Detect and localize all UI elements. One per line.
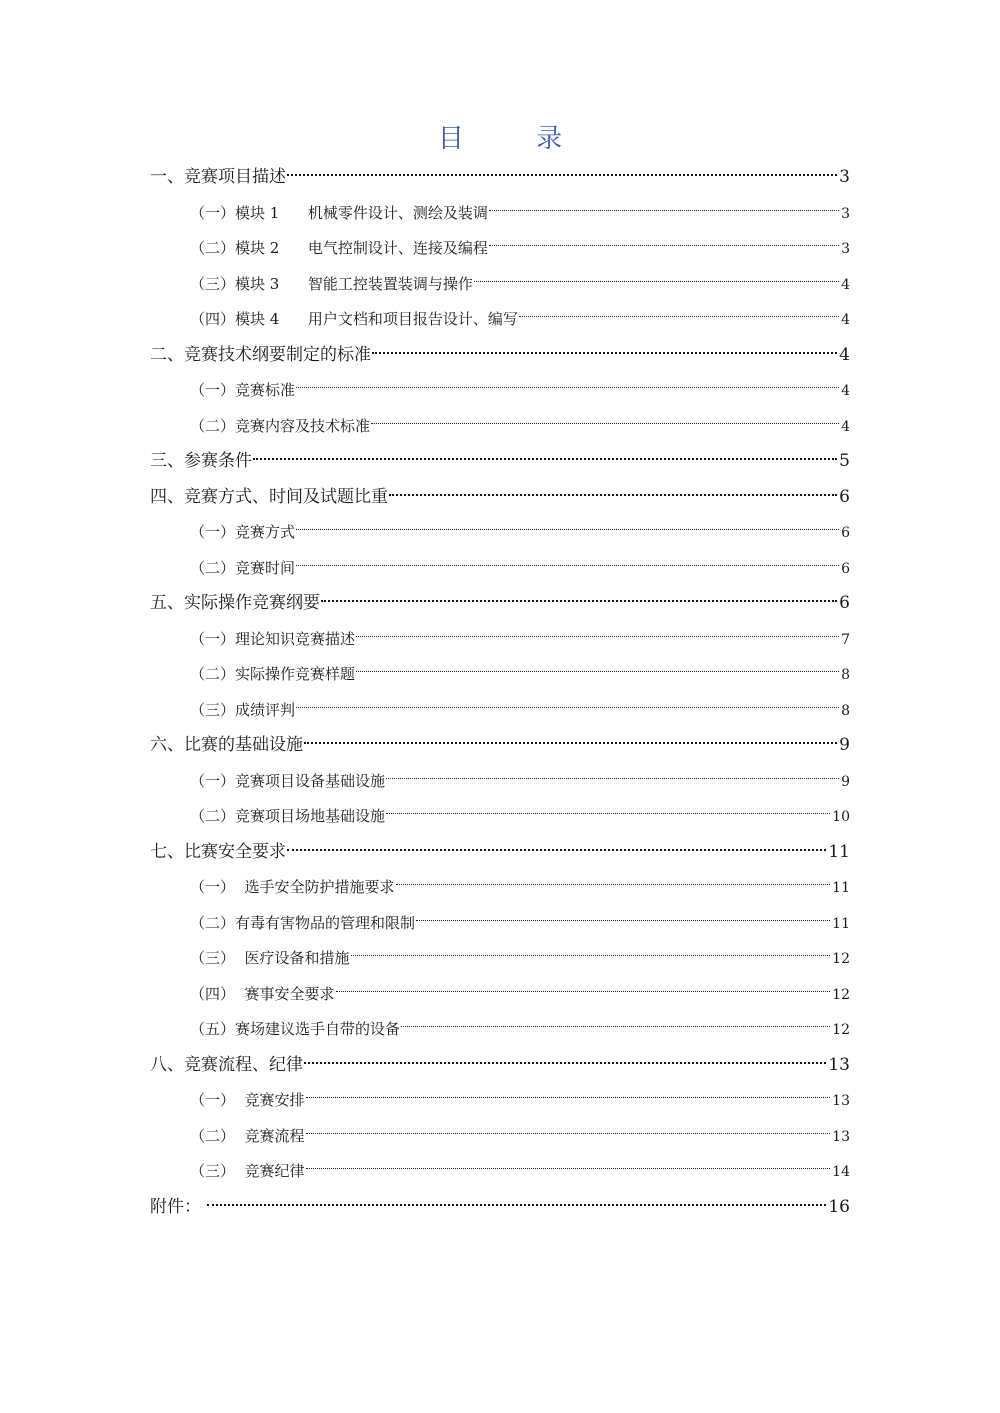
toc-entry-page-number: 6 — [841, 525, 850, 541]
toc-entry-subsection[interactable] — [150, 373, 850, 409]
toc-entry-page-number: 8 — [841, 667, 850, 683]
toc-entry-text: （一）竞赛标准 — [190, 381, 296, 399]
toc-entry-text: （三） 竞赛纪律 — [190, 1162, 305, 1180]
toc-entry-text: （二）模块 2 电气控制设计、连接及编程 — [190, 239, 488, 257]
toc-entry-page-number: 12 — [832, 951, 850, 967]
toc-entry-page-number: 4 — [841, 276, 850, 293]
dot-leader — [296, 387, 839, 388]
toc-entry-page-number: 4 — [841, 312, 850, 328]
toc-entry-subsection[interactable] — [150, 1154, 850, 1190]
toc-entry-text: （一）理论知识竞赛描述 — [190, 629, 356, 648]
toc-entry-subsection[interactable] — [150, 409, 850, 445]
toc-entry-page-number: 10 — [832, 809, 850, 825]
toc-entry-section[interactable] — [150, 1190, 850, 1226]
dot-leader — [356, 636, 839, 637]
toc-entry-subsection[interactable] — [150, 906, 850, 942]
dot-leader — [386, 813, 830, 814]
dot-leader — [389, 494, 837, 496]
toc-entry-text: （二）竞赛项目场地基础设施 — [190, 807, 386, 825]
toc-entry-page-number: 5 — [839, 451, 850, 471]
toc-entry-page-number: 13 — [832, 1128, 850, 1145]
toc-entry-page-number: 4 — [839, 344, 850, 365]
toc-entry-text: （五）赛场建议选手自带的设备 — [190, 1020, 401, 1038]
toc-entry-page-number: 7 — [841, 631, 850, 648]
toc-entry-text: （四） 赛事安全要求 — [190, 984, 335, 1003]
toc-entry-section[interactable] — [150, 1048, 850, 1084]
dot-leader — [336, 991, 831, 992]
toc-entry-text: （一） 选手安全防护措施要求 — [190, 878, 395, 896]
toc-entry-page-number: 4 — [841, 418, 850, 435]
toc-entry-section[interactable] — [150, 835, 850, 871]
toc-entry-subsection[interactable] — [150, 764, 850, 800]
toc-entry-subsection[interactable] — [150, 231, 850, 267]
toc-entry-page-number: 3 — [839, 167, 850, 187]
toc-entry-text: 五、实际操作竞赛纲要 — [150, 593, 320, 613]
dot-leader — [306, 1168, 831, 1169]
dot-leader — [371, 423, 839, 424]
dot-leader — [351, 955, 831, 956]
toc-entry-subsection[interactable] — [150, 657, 850, 693]
toc-entry-page-number: 8 — [841, 702, 850, 719]
toc-entry-text: （二）实际操作竞赛样题 — [190, 665, 356, 683]
dot-leader — [372, 352, 837, 354]
dot-leader — [253, 458, 837, 460]
toc-entry-section[interactable] — [150, 728, 850, 764]
toc-entry-page-number: 14 — [832, 1164, 850, 1180]
toc-entry-page-number: 16 — [828, 1196, 850, 1217]
toc-entry-text: （二）竞赛时间 — [190, 558, 296, 577]
toc-entry-section[interactable] — [150, 444, 850, 480]
toc-entry-page-number: 6 — [839, 486, 850, 507]
toc-entry-subsection[interactable] — [150, 941, 850, 977]
table-of-contents — [150, 160, 850, 1225]
toc-entry-subsection[interactable] — [150, 622, 850, 658]
toc-entry-text: 六、比赛的基础设施 — [150, 735, 303, 755]
toc-entry-text: （四）模块 4 用户文档和项目报告设计、编写 — [190, 310, 518, 328]
toc-entry-subsection[interactable] — [150, 1083, 850, 1119]
dot-leader — [296, 707, 839, 708]
dot-leader — [489, 210, 839, 211]
toc-entry-subsection[interactable] — [150, 1012, 850, 1048]
dot-leader — [306, 1133, 831, 1134]
toc-entry-section[interactable] — [150, 586, 850, 622]
toc-entry-subsection[interactable] — [150, 870, 850, 906]
toc-entry-page-number: 11 — [832, 915, 850, 932]
toc-entry-text: （三）模块 3 智能工控装置装调与操作 — [190, 274, 473, 293]
dot-leader — [489, 245, 839, 246]
dot-leader — [356, 671, 839, 672]
toc-entry-page-number: 13 — [828, 1054, 850, 1075]
dot-leader — [519, 316, 839, 317]
toc-entry-text: 二、竞赛技术纲要制定的标准 — [150, 344, 371, 365]
toc-entry-text: 附件： — [150, 1196, 207, 1217]
toc-entry-page-number: 12 — [832, 986, 850, 1003]
dot-leader — [207, 1204, 826, 1206]
toc-entry-page-number: 11 — [828, 841, 850, 862]
dot-leader — [386, 778, 839, 779]
dot-leader — [306, 1097, 831, 1098]
toc-entry-section[interactable] — [150, 480, 850, 516]
toc-entry-text: （二） 竞赛流程 — [190, 1126, 305, 1145]
toc-entry-page-number: 6 — [839, 593, 850, 613]
toc-entry-page-number: 9 — [839, 735, 850, 755]
toc-entry-page-number: 12 — [832, 1022, 850, 1038]
toc-entry-subsection[interactable] — [150, 515, 850, 551]
toc-entry-text: 一、竞赛项目描述 — [150, 167, 286, 187]
toc-entry-text: （一）竞赛项目设备基础设施 — [190, 771, 386, 790]
toc-entry-page-number: 3 — [841, 241, 850, 257]
toc-entry-text: 七、比赛安全要求 — [150, 841, 286, 862]
dot-leader — [321, 600, 837, 602]
dot-leader — [296, 565, 839, 566]
dot-leader — [304, 742, 837, 744]
toc-entry-subsection[interactable] — [150, 977, 850, 1013]
dot-leader — [396, 884, 831, 885]
dot-leader — [304, 1062, 826, 1064]
toc-entry-section[interactable] — [150, 338, 850, 374]
toc-entry-subsection[interactable] — [150, 196, 850, 232]
toc-entry-text: 三、参赛条件 — [150, 451, 252, 471]
toc-entry-subsection[interactable] — [150, 302, 850, 338]
dot-leader — [474, 281, 839, 282]
toc-entry-page-number: 9 — [841, 773, 850, 790]
toc-entry-page-number: 11 — [832, 880, 850, 896]
toc-entry-subsection[interactable] — [150, 1119, 850, 1155]
toc-entry-text: （二）竞赛内容及技术标准 — [190, 416, 371, 435]
toc-entry-text: （三） 医疗设备和措施 — [190, 949, 350, 967]
dot-leader — [401, 1026, 830, 1027]
toc-title: 目 录 — [437, 124, 595, 154]
toc-entry-section[interactable] — [150, 160, 850, 196]
toc-entry-text: （三）成绩评判 — [190, 700, 296, 719]
toc-entry-page-number: 6 — [841, 560, 850, 577]
toc-entry-text: 八、竞赛流程、纪律 — [150, 1054, 303, 1075]
toc-entry-text: （一） 竞赛安排 — [190, 1091, 305, 1109]
toc-entry-text: （一）竞赛方式 — [190, 523, 296, 541]
dot-leader — [287, 849, 826, 851]
toc-entry-page-number: 13 — [832, 1093, 850, 1109]
toc-entry-page-number: 4 — [841, 383, 850, 399]
toc-entry-page-number: 3 — [841, 205, 850, 222]
dot-leader — [296, 529, 839, 530]
dot-leader — [287, 174, 837, 176]
toc-entry-subsection[interactable] — [150, 551, 850, 587]
toc-entry-subsection[interactable] — [150, 693, 850, 729]
toc-entry-subsection[interactable] — [150, 799, 850, 835]
toc-entry-text: （一）模块 1 机械零件设计、测绘及装调 — [190, 203, 488, 222]
dot-leader — [416, 920, 830, 921]
toc-entry-text: 四、竞赛方式、时间及试题比重 — [150, 486, 388, 507]
toc-entry-subsection[interactable] — [150, 267, 850, 303]
toc-entry-text: （二）有毒有害物品的管理和限制 — [190, 913, 416, 932]
